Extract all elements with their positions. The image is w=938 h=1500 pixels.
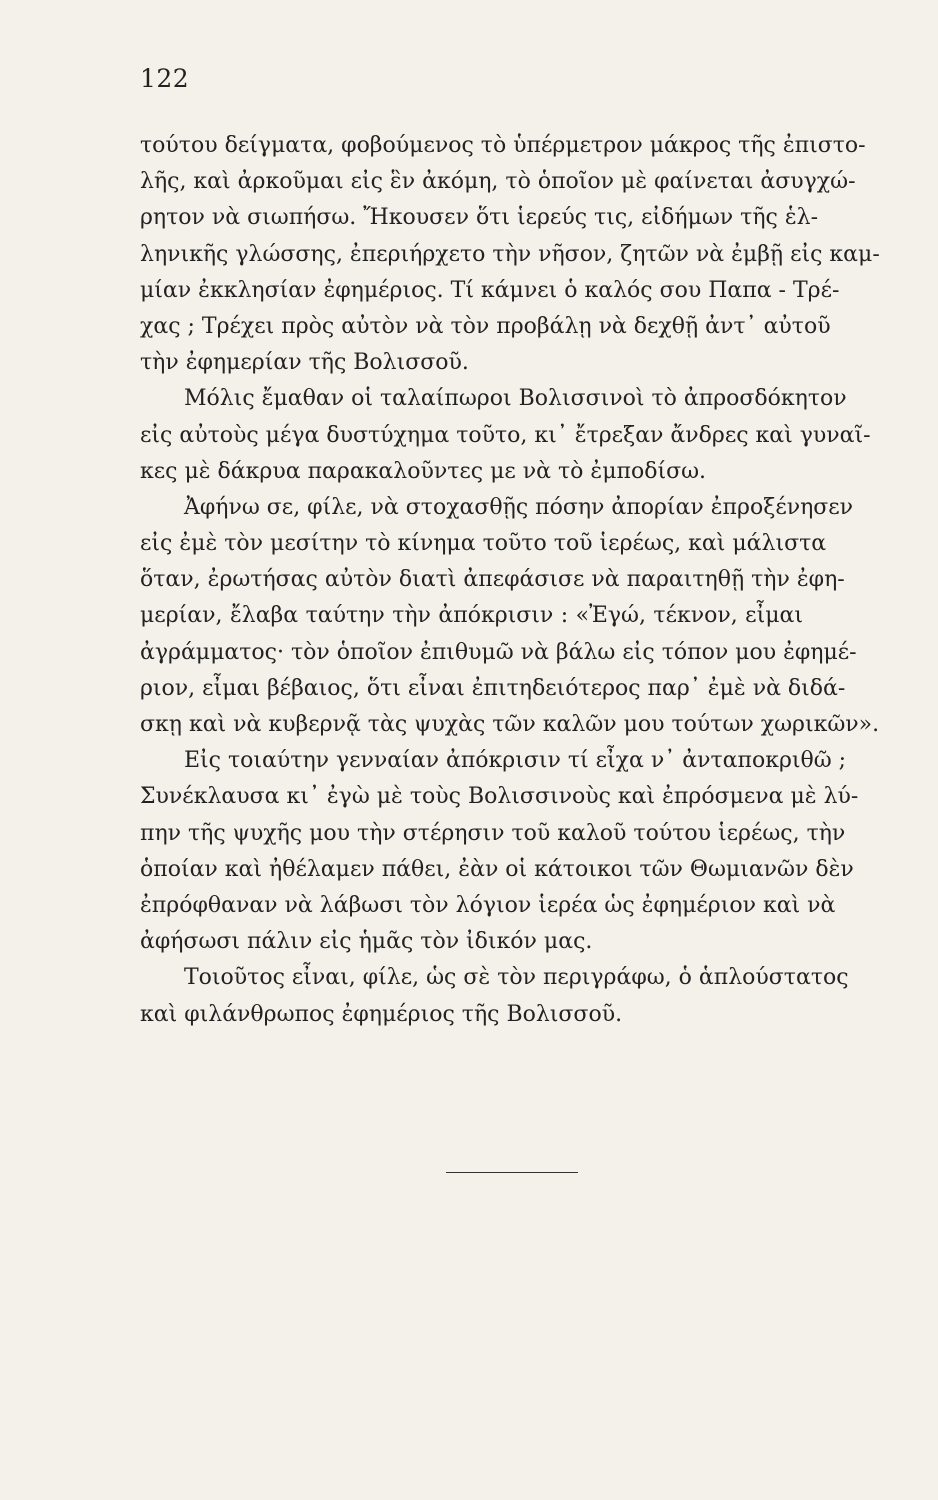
text-line: πην τῆς ψυχῆς μου τὴν στέρησιν τοῦ καλοῦ τούτου ἱερέως, τὴν (140, 820, 846, 846)
paragraph-start-line: Εἰς τοιαύτην γενναίαν ἀπόκρισιν τί εἶχα ν᾽ ἀνταποκριθῶ ; (184, 748, 847, 774)
text-line: ρητον νὰ σιωπήσω. Ἤκουσεν ὅτι ἱερεύς τις, εἰδήμων τῆς ἑλ- (140, 205, 819, 231)
paragraph-end-line: σκῃ καὶ νὰ κυβερνᾷ τὰς ψυχὰς τῶν καλῶν μου τούτων χωρικῶν». (140, 712, 880, 737)
text-line: εἰς ἐμὲ τὸν μεσίτην τὸ κίνημα τοῦτο τοῦ ἱερέως, καὶ μάλιστα (140, 531, 827, 557)
paragraph-end-line: κες μὲ δάκρυα παρακαλοῦντες με νὰ τὸ ἐμποδίσω. (140, 458, 707, 484)
text-line: εἰς αὐτοὺς μέγα δυστύχημα τοῦτο, κι᾽ ἔτρεξαν ἄνδρες καὶ γυναῖ- (140, 422, 871, 448)
text-line: χας ; Τρέχει πρὸς αὐτὸν νὰ τὸν προβάλῃ νὰ δεχθῇ ἀντ᾽ αὐτοῦ (140, 313, 831, 339)
body-text (140, 128, 880, 1033)
text-line: Συνέκλαυσα κι᾽ ἐγὼ μὲ τοὺς Βολισσινοὺς καὶ ἐπρόσμενα μὲ λύ- (140, 784, 859, 810)
text-line: ριον, εἶμαι βέβαιος, ὅτι εἶναι ἐπιτηδειότερος παρ᾽ ἐμὲ νὰ διδά- (140, 675, 846, 701)
footnote-rule (446, 1172, 578, 1173)
text-line: μίαν ἐκκλησίαν ἐφημέριος. Τί κάμνει ὁ καλός σου Παπα - Τρέ- (140, 277, 840, 303)
paragraph-start-line: Μόλις ἔμαθαν οἱ ταλαίπωροι Βολισσινοὶ τὸ ἀπροσδόκητον (184, 386, 847, 412)
text-line: ἀγράμματος· τὸν ὁποῖον ἐπιθυμῶ νὰ βάλω εἰς τόπον μου ἐφημέ- (140, 639, 857, 665)
text-line: ληνικῆς γλώσσης, ἐπεριήρχετο τὴν νῆσον, ζητῶν νὰ ἐμβῇ εἰς καμ- (140, 241, 880, 267)
text-line: λῆς, καὶ ἀρκοῦμαι εἰς ἓν ἀκόμη, τὸ ὁποῖον μὲ φαίνεται ἀσυγχώ- (140, 169, 856, 195)
text-line: μερίαν, ἔλαβα ταύτην τὴν ἀπόκρισιν : «Ἐγώ, τέκνον, εἶμαι (140, 603, 803, 629)
text-line: ὅταν, ἐρωτήσας αὐτὸν διατὶ ἀπεφάσισε νὰ παραιτηθῇ τὴν ἐφη- (140, 567, 845, 593)
text-line: τούτου δείγματα, φοβούμενος τὸ ὑπέρμετρον μάκρος τῆς ἐπιστο- (140, 133, 866, 158)
paragraph-end-line: ἀφήσωσι πάλιν εἰς ἡμᾶς τὸν ἰδικόν μας. (140, 929, 593, 955)
text-line: ἐπρόφθαναν νὰ λάβωσι τὸν λόγιον ἱερέα ὡς ἐφημέριον καὶ νὰ (140, 892, 836, 918)
paragraph-start-line: Τοιοῦτος εἶναι, φίλε, ὡς σὲ τὸν περιγράφω, ὁ ἁπλούστατος (184, 965, 849, 991)
page-number: 122 (140, 64, 190, 93)
paragraph-end-line: τὴν ἐφημερίαν τῆς Βολισσοῦ. (140, 350, 469, 376)
text-line: ὁποίαν καὶ ἠθέλαμεν πάθει, ἐὰν οἱ κάτοικοι τῶν Θωμιανῶν δὲν (140, 856, 854, 882)
paragraph-start-line: Ἀφήνω σε, φίλε, νὰ στοχασθῇς πόσην ἀπορίαν ἐπροξένησεν (184, 494, 854, 520)
paragraph-end-line: καὶ φιλάνθρωπος ἐφημέριος τῆς Βολισσοῦ. (140, 1001, 623, 1027)
